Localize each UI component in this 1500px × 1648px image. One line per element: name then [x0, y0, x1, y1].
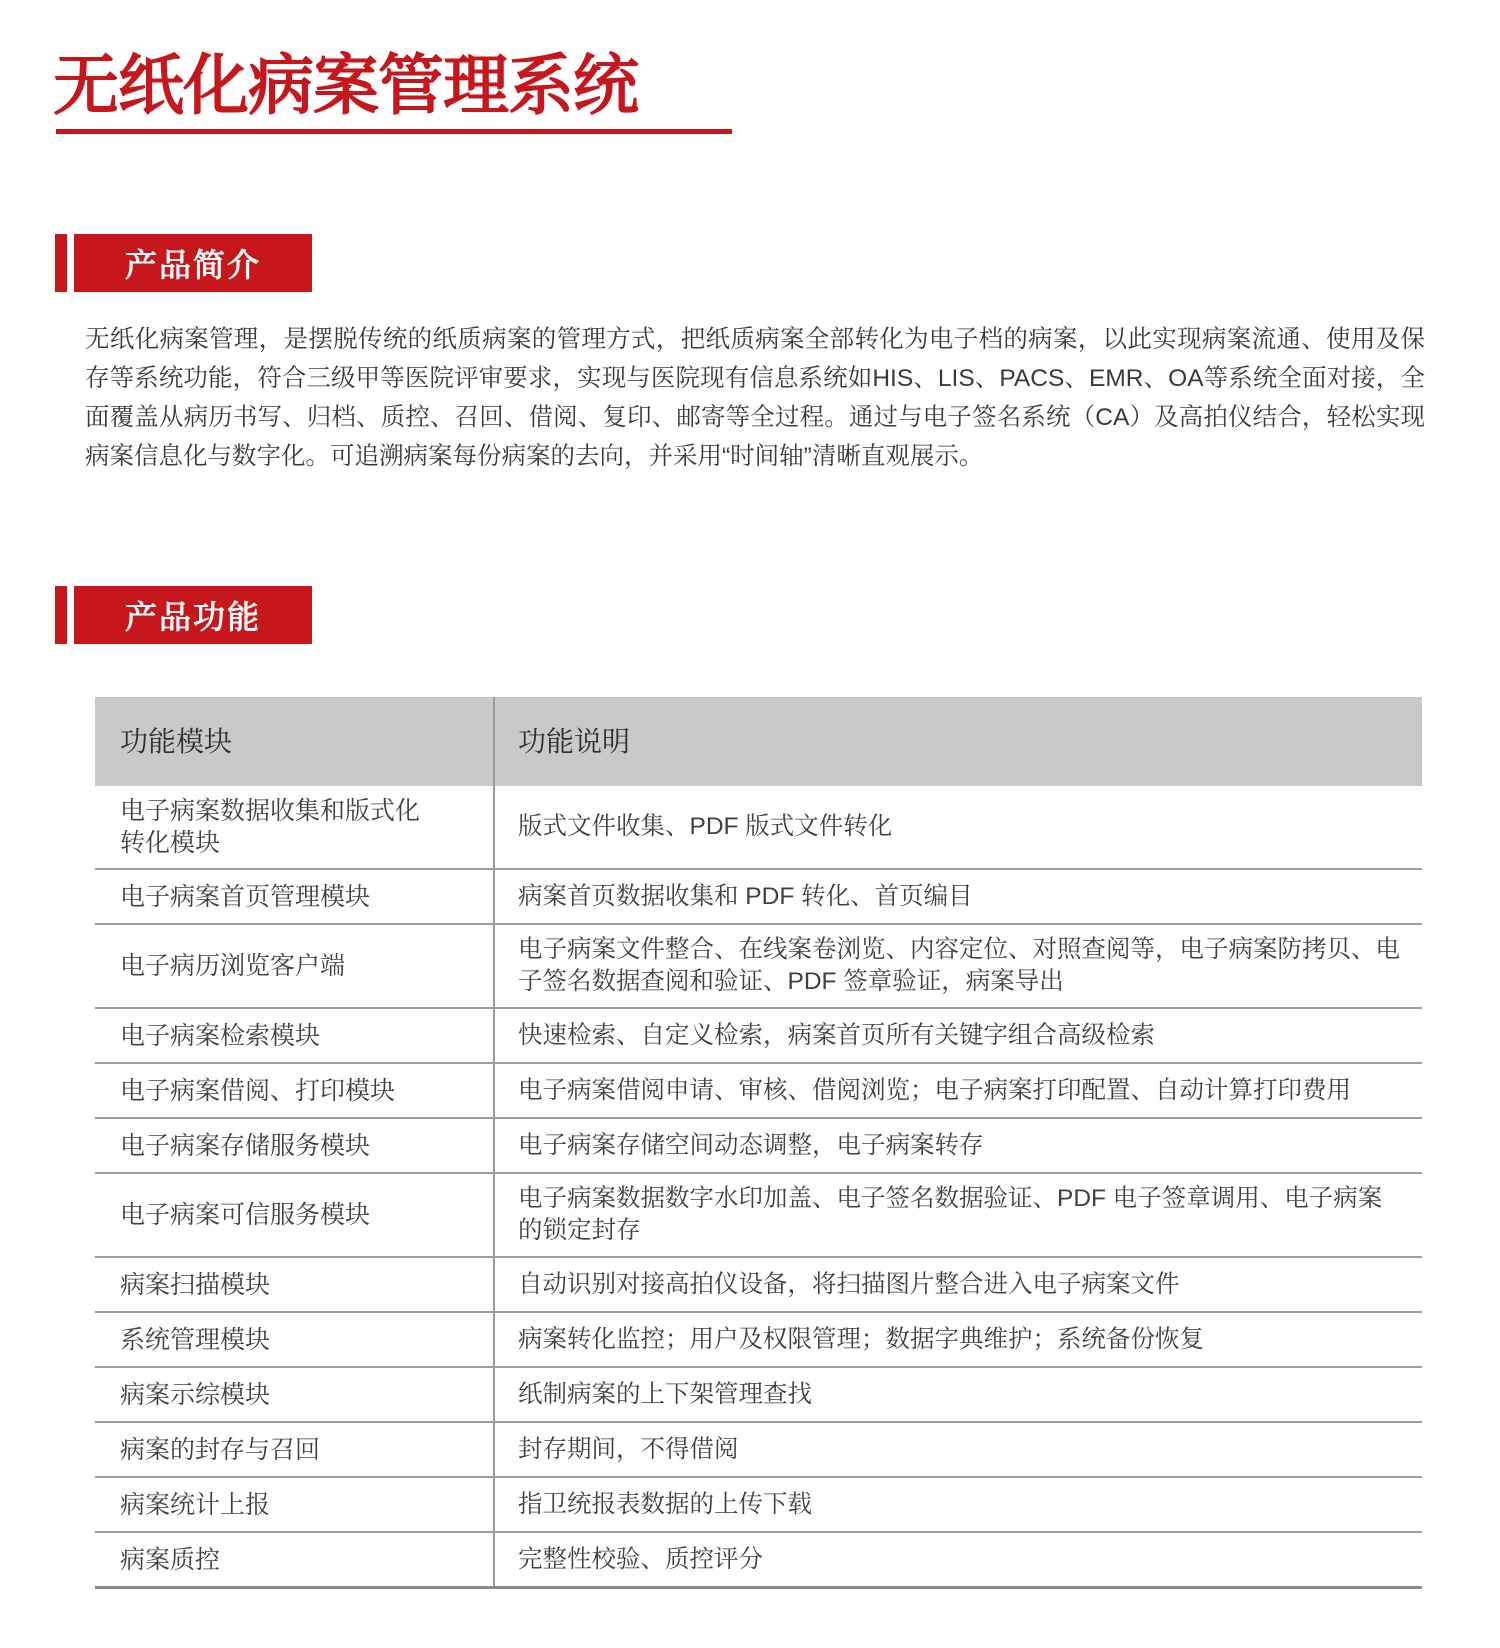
- table-row: [95, 1533, 1422, 1589]
- description-cell: 纸制病案的上下架管理查找: [493, 1368, 1422, 1421]
- table-row: [95, 1009, 1422, 1064]
- table-row: [95, 925, 1422, 1009]
- table-body: [95, 786, 1422, 1589]
- column-header-description: 功能说明: [493, 697, 1422, 786]
- module-cell: 病案质控: [120, 1545, 221, 1574]
- module-cell: 电子病历浏览客户端: [120, 952, 346, 980]
- page-title: 无纸化病案管理系统: [53, 48, 638, 122]
- accent-bar: [55, 234, 67, 292]
- table-row: [95, 870, 1422, 925]
- module-cell: 电子病案借阅、打印模块: [120, 1076, 396, 1105]
- module-cell: 电子病案检索模块: [120, 1021, 321, 1050]
- module-cell: 电子病案可信服务模块: [120, 1201, 371, 1229]
- title-underline: [56, 129, 732, 134]
- description-cell: 病案首页数据收集和 PDF 转化、首页编目: [493, 870, 1422, 923]
- table-row: [95, 1119, 1422, 1174]
- module-cell: 系统管理模块: [120, 1325, 271, 1354]
- table-row: [95, 1258, 1422, 1313]
- module-cell: 电子病案存储服务模块: [120, 1131, 371, 1160]
- section-header-intro: [55, 234, 312, 292]
- features-heading-box: [74, 586, 312, 644]
- module-cell: 病案统计上报: [120, 1490, 271, 1519]
- column-header-module: 功能模块: [120, 725, 233, 757]
- features-table: [95, 697, 1422, 1589]
- table-row: [95, 1423, 1422, 1478]
- description-cell: 版式文件收集、PDF 版式文件转化: [493, 786, 1422, 868]
- description-cell: 电子病案存储空间动态调整，电子病案转存: [493, 1119, 1422, 1172]
- table-row: [95, 1368, 1422, 1423]
- table-row: [95, 1064, 1422, 1119]
- table-row: [95, 786, 1422, 870]
- module-cell: 电子病案数据收集和版式化转化模块: [120, 797, 421, 857]
- accent-bar: [55, 586, 67, 644]
- module-cell: 电子病案首页管理模块: [120, 882, 371, 911]
- intro-paragraph: 无纸化病案管理，是摆脱传统的纸质病案的管理方式，把纸质病案全部转化为电子档的病案，以此实现病案流通、使用及保存等系统功能，符合三级甲等医院评审要求，实现与医院现有信息系统如HIS、LIS、PACS、EMR、OA等系统全面对接，全面覆盖从病历书写、归档、质控、召回、借阅、复印、邮寄等全过程。通过与电子签名系统（CA）及高拍仪结合，轻松实现病案信息化与数字化。可追溯病案每份病案的去向，并采用“时间轴”清晰直观展示。: [85, 326, 1425, 470]
- description-cell: 指卫统报表数据的上传下载: [493, 1478, 1422, 1531]
- intro-heading-box: [74, 234, 312, 292]
- description-cell: 封存期间，不得借阅: [493, 1423, 1422, 1476]
- table-row: [95, 1313, 1422, 1368]
- description-cell: 电子病案文件整合、在线案卷浏览、内容定位、对照查阅等，电子病案防拷贝、电子签名数据查阅和验证、PDF 签章验证，病案导出: [493, 925, 1422, 1007]
- description-cell: 快速检索、自定义检索，病案首页所有关键字组合高级检索: [493, 1009, 1422, 1062]
- description-cell: 电子病案借阅申请、审核、借阅浏览；电子病案打印配置、自动计算打印费用: [493, 1064, 1422, 1117]
- description-cell: 电子病案数据数字水印加盖、电子签名数据验证、PDF 电子签章调用、电子病案的锁定封存: [493, 1174, 1422, 1256]
- table-row: [95, 1478, 1422, 1533]
- description-cell: 完整性校验、质控评分: [493, 1533, 1422, 1586]
- table-row: [95, 1174, 1422, 1258]
- module-cell: 病案扫描模块: [120, 1270, 271, 1299]
- module-cell: 病案示综模块: [120, 1380, 271, 1409]
- section-header-features: [55, 586, 312, 644]
- features-heading: 产品功能: [124, 599, 261, 635]
- description-cell: 病案转化监控；用户及权限管理；数据字典维护；系统备份恢复: [493, 1313, 1422, 1366]
- intro-heading: 产品简介: [124, 247, 261, 283]
- module-cell: 病案的封存与召回: [120, 1435, 321, 1464]
- table-header-row: [95, 697, 1422, 786]
- description-cell: 自动识别对接高拍仪设备，将扫描图片整合进入电子病案文件: [493, 1258, 1422, 1311]
